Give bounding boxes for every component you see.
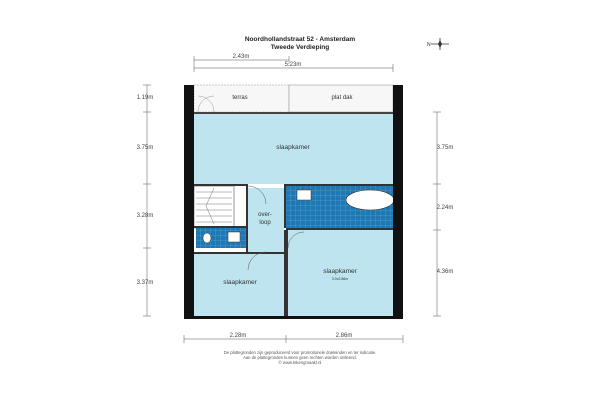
dim-left-1: 1.19m: [136, 95, 154, 101]
bottom-dimension-lines: [184, 335, 403, 343]
svg-text:N: N: [427, 42, 431, 48]
washbasin-icon: [297, 190, 311, 200]
dim-bottom-left-width: 2.28m: [229, 333, 247, 339]
dim-right-3: 4.36m: [436, 269, 454, 275]
dim-left-4: 3.37m: [136, 280, 154, 286]
footer-disclaimer: [0, 350, 600, 366]
bottom-outer-wall: [184, 316, 403, 319]
dim-right-1: 3.75m: [436, 145, 454, 151]
toilet-icon: [203, 233, 211, 243]
slaapkamer-bottom-right-size: 3.0x2.86m: [331, 277, 349, 281]
footer-line-2: Aan de plattegronden kunnen geen rechten worden ontleend.: [243, 355, 357, 361]
slaapkamer-bottom-right-label: slaapkamer: [323, 268, 357, 275]
compass-rose-icon: [427, 38, 449, 50]
left-outer-wall: [184, 85, 194, 316]
dim-total-width: 5.23m: [284, 62, 302, 68]
overloop-label-1: over-: [258, 212, 272, 218]
footer-line-1: De plattegronden zijn geproduceerd voor promotionele doeleinden en ter indicatie.: [223, 350, 377, 355]
front-facade-wall: [194, 112, 393, 114]
staircase: [194, 186, 234, 228]
terras-label: terras: [232, 95, 248, 101]
plan-floor-title: Tweede Verdieping: [270, 44, 330, 51]
slaapkamer-bottom-left-label: slaapkamer: [223, 279, 257, 286]
dim-bottom-right-width: 2.86m: [335, 333, 353, 339]
overloop-label-2: loop: [259, 220, 271, 226]
right-dimension-lines: [433, 112, 441, 316]
bathtub-icon: [346, 190, 394, 210]
dim-left-3: 3.28m: [136, 213, 154, 219]
sink-icon: [228, 232, 240, 242]
dim-left-2: 3.75m: [136, 145, 154, 151]
footer-line-3: © www.tekengmaakt.nl: [278, 360, 322, 366]
dim-right-2: 2.24m: [436, 205, 454, 211]
right-outer-wall: [393, 85, 403, 316]
platdak-label: plat dak: [331, 95, 353, 101]
plan-address-title: Noordhollandstraat 52 - Amsterdam: [244, 36, 356, 43]
dim-terras-width: 2.43m: [232, 54, 250, 60]
slaapkamer-top-label: slaapkamer: [276, 144, 310, 151]
